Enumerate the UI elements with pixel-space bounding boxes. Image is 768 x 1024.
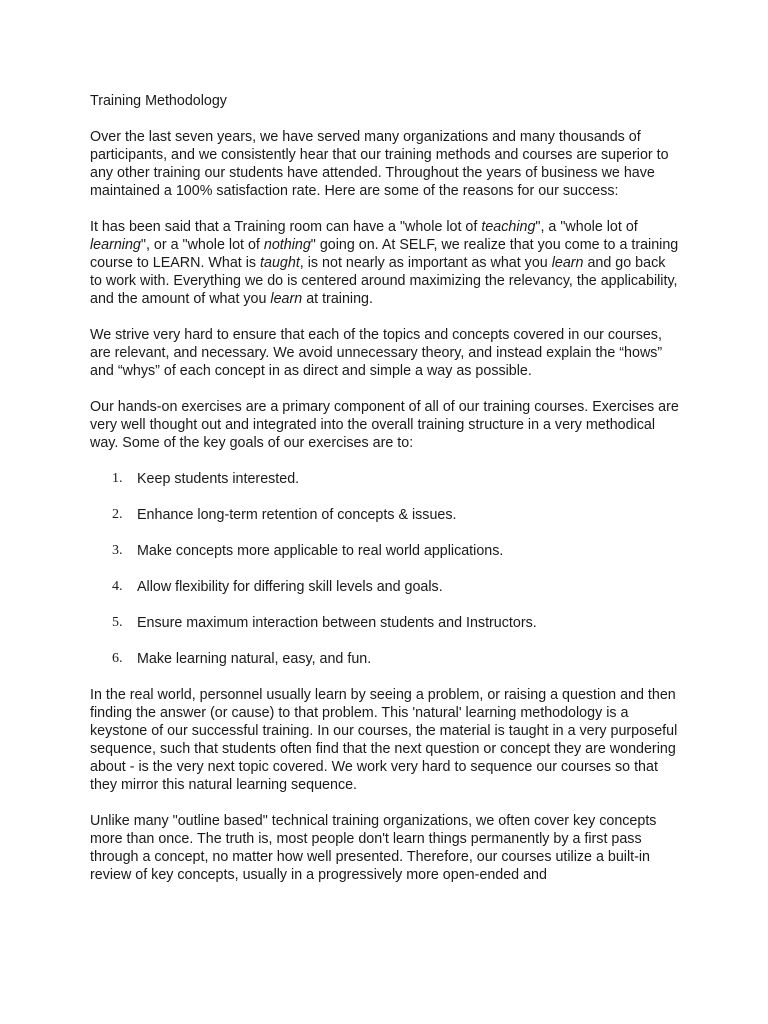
text-run: ", or a "whole lot of [140,237,264,253]
emphasis-learn: learn [551,255,584,271]
text-run: ", a "whole lot of [535,219,638,235]
text-run: , is not nearly as important as what you [299,255,552,271]
list-number: 2. [112,507,123,522]
text-run: at training. [302,291,373,307]
list-number: 3. [112,543,123,558]
emphasis-learning: learning [90,237,141,253]
goals-list [90,470,680,668]
paragraph-exercises: Our hands-on exercises are a primary component of all of our training courses. Exercises are very well thought out and integrated into the overall training structure in a very methodical way. Some of the key goals of our exercises are to: [90,399,679,451]
paragraph-intro: Over the last seven years, we have served many organizations and many thousands of participants, and we consistently hear that our training methods and courses are superior to any other training our students have attended. Throughout the years of business we have maintained a 100% satisfaction rate. Here are some of the reasons for our success: [90,129,669,199]
emphasis-taught: taught [260,255,300,271]
list-text: Make learning natural, easy, and fun. [137,651,372,667]
list-item [90,614,680,632]
document-page [90,92,680,902]
paragraph-relevance: We strive very hard to ensure that each of the topics and concepts covered in our courses, are relevant, and necessary. We avoid unnecessary theory, and instead explain the “hows” and “whys” of each concept in as direct and simple a way as possible. [90,327,663,379]
list-text: Make concepts more applicable to real world applications. [137,543,504,559]
paragraph-natural-learning: In the real world, personnel usually learn by seeing a problem, or raising a question and then finding the answer (or cause) to that problem. This 'natural' learning methodology is a keystone of our successful training. In our courses, the material is taught in a very purposeful sequence, such that students often find that the next question or concept they are wondering about - is the very next topic covered. We work very hard to sequence our courses so that they mirror this natural learning sequence. [90,687,678,793]
list-text: Keep students interested. [137,471,300,487]
list-number: 6. [112,651,123,666]
emphasis-teaching: teaching [481,219,536,235]
list-item [90,470,680,488]
list-text: Allow flexibility for differing skill levels and goals. [137,579,443,595]
text-run: It has been said that a Training room can have a "whole lot of [90,219,482,235]
emphasis-nothing: nothing [263,237,311,253]
list-number: 1. [112,471,123,486]
text-run: and go back to work with. Everything we do is centered around maximizing the relevancy, the applicability, and the amount of what you [90,255,678,307]
document-title: Training Methodology [90,93,227,109]
list-number: 5. [112,615,123,630]
emphasis-learn: learn [270,291,303,307]
list-item [90,650,680,668]
list-text: Enhance long-term retention of concepts & issues. [137,507,457,523]
list-item [90,542,680,560]
paragraph-review: Unlike many "outline based" technical training organizations, we often cover key concepts more than once. The truth is, most people don't learn things permanently by a first pass through a concept, no matter how well presented. Therefore, our courses utilize a built-in review of key concepts, usually in a progressively more open-ended and [90,813,657,883]
list-text: Ensure maximum interaction between students and Instructors. [137,615,537,631]
list-number: 4. [112,579,123,594]
list-item [90,506,680,524]
list-item [90,578,680,596]
paragraph-learning [90,218,680,308]
text-run: " going on. At SELF, we realize that you come to a training course to LEARN. What is [90,237,679,271]
